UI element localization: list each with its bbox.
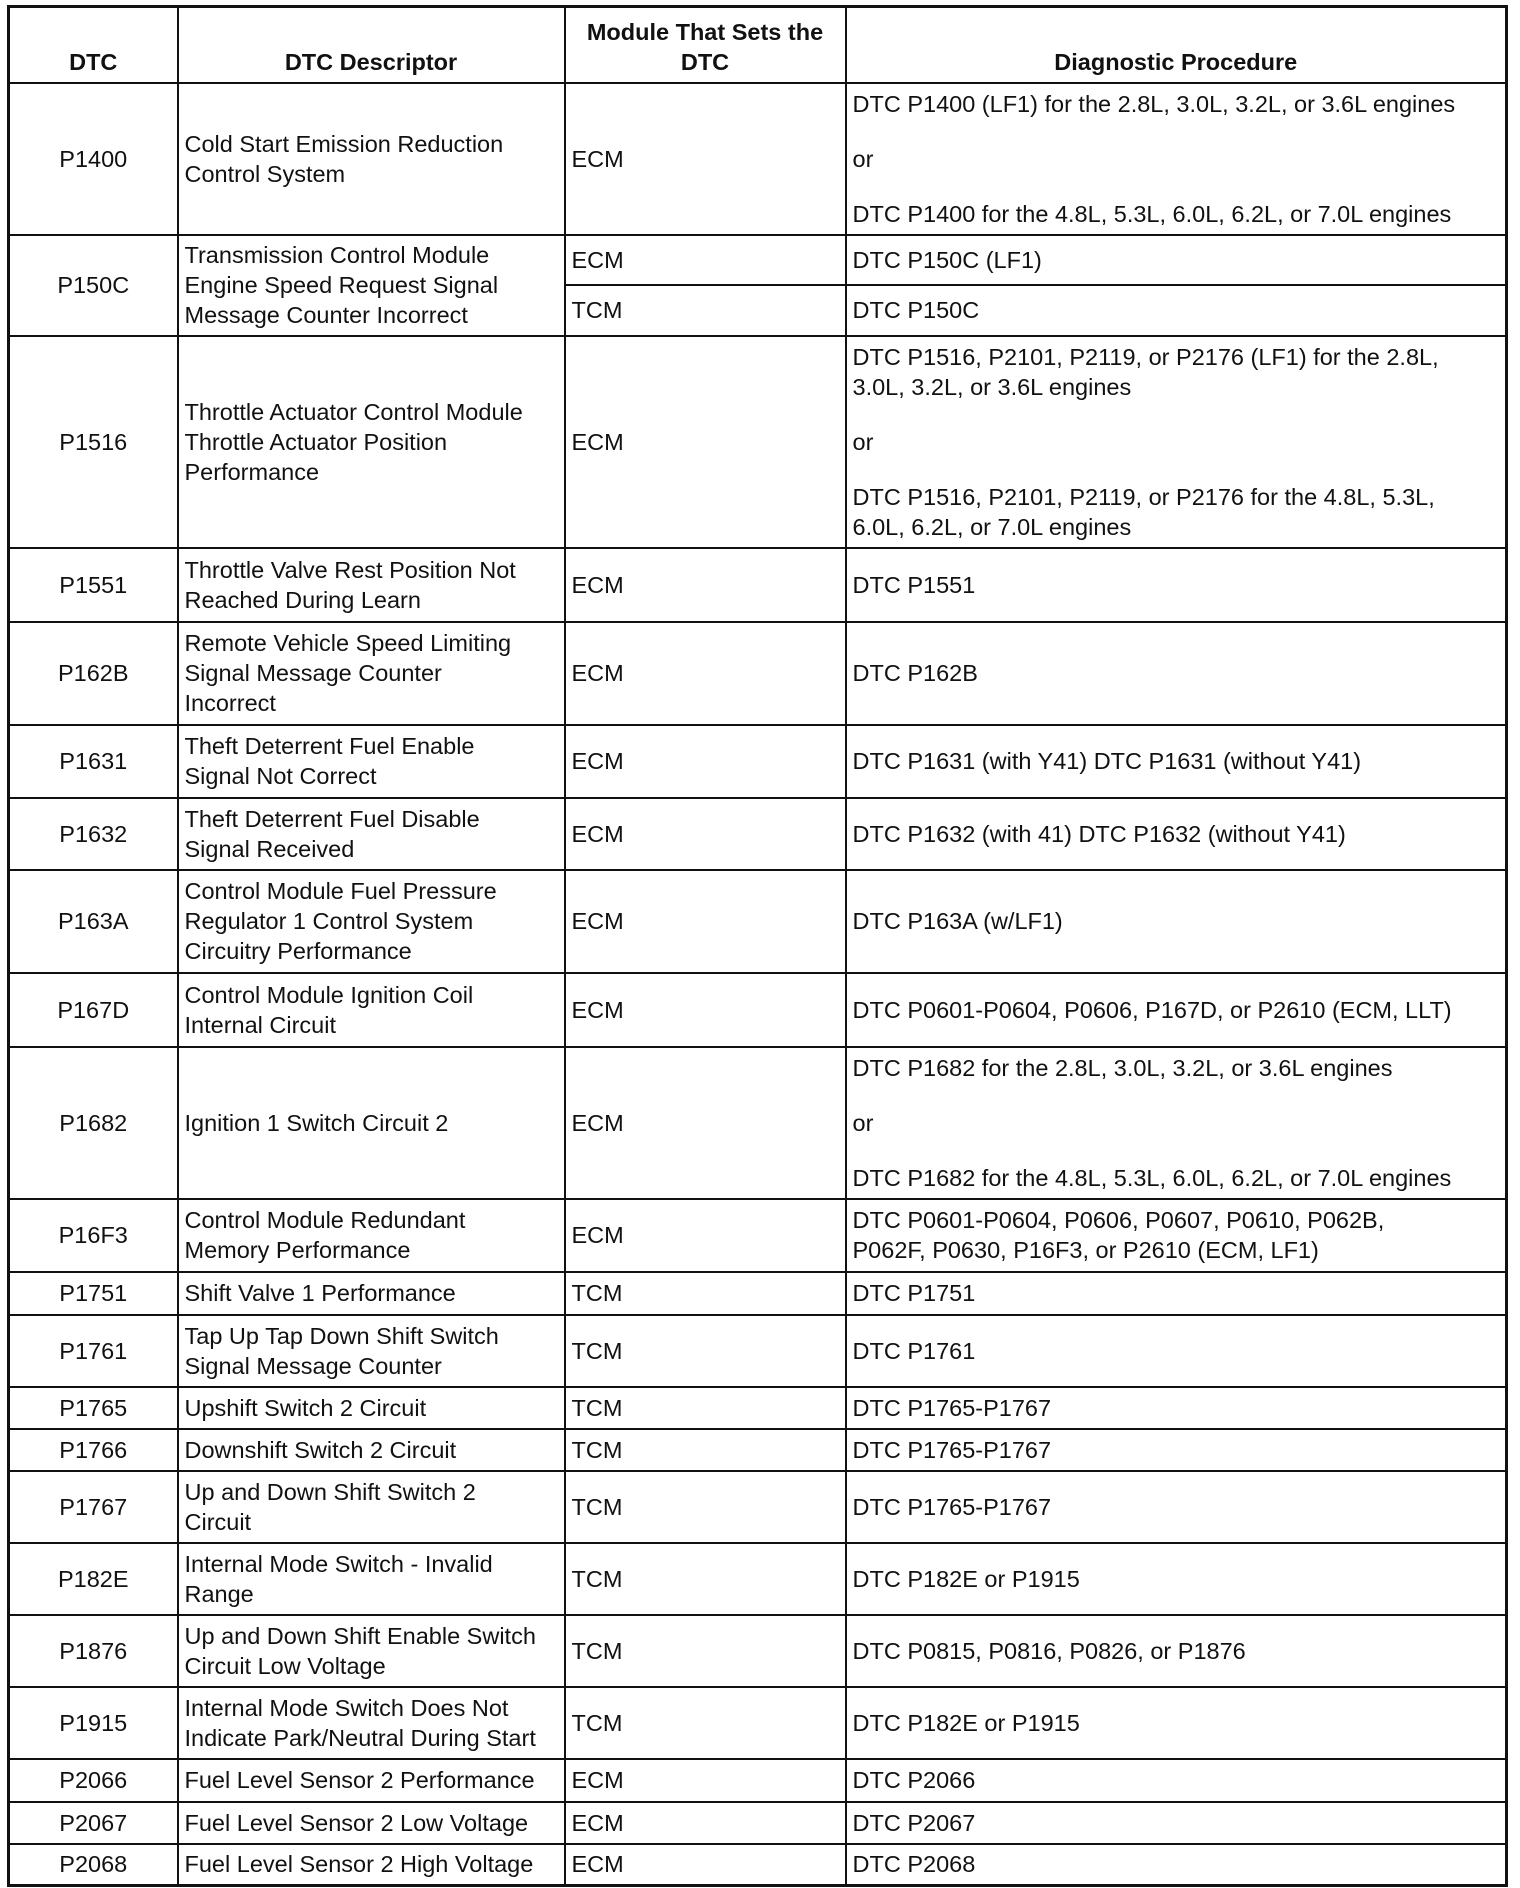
descriptor-line: Control Module Redundant	[184, 1207, 466, 1233]
table-row	[9, 1471, 1507, 1543]
module-cell: TCM	[565, 1315, 846, 1387]
descriptor-line: Circuit	[184, 1508, 252, 1535]
procedure-line: or	[852, 1109, 874, 1136]
procedure-cell	[846, 1272, 1507, 1315]
dtc-code: P1767	[9, 1471, 178, 1543]
table-row	[9, 548, 1507, 622]
descriptor-line: Signal Message Counter	[184, 1352, 442, 1379]
dtc-descriptor	[178, 1802, 565, 1844]
dtc-code: P1765	[9, 1387, 178, 1429]
dtc-descriptor	[178, 1387, 565, 1429]
procedure-line: DTC P182E or P1915	[852, 1565, 1080, 1592]
dtc-code: P2068	[9, 1844, 178, 1886]
descriptor-line: Fuel Level Sensor 2 Low Voltage	[184, 1809, 529, 1836]
dtc-descriptor	[178, 622, 565, 725]
procedure-cell	[846, 1471, 1507, 1543]
dtc-code: P162B	[9, 622, 178, 725]
dtc-descriptor	[178, 1615, 565, 1687]
procedure-line: DTC P1632 (with 41) DTC P1632 (without Y41)	[852, 820, 1346, 847]
dtc-code: P1876	[9, 1615, 178, 1687]
procedure-line: P062F, P0630, P16F3, or P2610 (ECM, LF1)	[852, 1237, 1319, 1263]
descriptor-line: Signal Not Correct	[184, 763, 377, 789]
dtc-descriptor	[178, 1759, 565, 1802]
procedure-cell	[846, 1844, 1507, 1886]
dtc-descriptor	[178, 973, 565, 1047]
dtc-code: P1915	[9, 1687, 178, 1759]
descriptor-line: Up and Down Shift Switch 2	[184, 1478, 476, 1505]
dtc-descriptor	[178, 1047, 565, 1199]
table-row	[9, 1387, 1507, 1429]
module-cell: TCM	[565, 1687, 846, 1759]
procedure-line: DTC P1631 (with Y41) DTC P1631 (without Y41)	[852, 748, 1362, 774]
table-row	[9, 1615, 1507, 1687]
module-cell: TCM	[565, 285, 846, 336]
module-cell: ECM	[565, 622, 846, 725]
dtc-descriptor	[178, 336, 565, 548]
table-row	[9, 1543, 1507, 1615]
table-row	[9, 1047, 1507, 1199]
dtc-code: P2066	[9, 1759, 178, 1802]
module-cell: ECM	[565, 1844, 846, 1886]
descriptor-line: Circuit Low Voltage	[184, 1652, 386, 1679]
procedure-cell	[846, 973, 1507, 1047]
descriptor-line: Circuitry Performance	[184, 938, 412, 964]
module-cell: ECM	[565, 798, 846, 870]
table-row	[9, 1429, 1507, 1471]
dtc-code: P2067	[9, 1802, 178, 1844]
module-cell: ECM	[565, 336, 846, 548]
procedure-cell	[846, 83, 1507, 235]
table-row	[9, 1315, 1507, 1387]
dtc-descriptor	[178, 83, 565, 235]
table-row	[9, 798, 1507, 870]
dtc-code: P1400	[9, 83, 178, 235]
procedure-line: DTC P182E or P1915	[852, 1709, 1080, 1736]
dtc-descriptor	[178, 870, 565, 973]
header-dtc: DTC	[9, 7, 178, 83]
table-row	[9, 1802, 1507, 1844]
procedure-line: DTC P1765-P1767	[852, 1493, 1052, 1520]
descriptor-line: Internal Mode Switch Does Not	[184, 1694, 509, 1721]
dtc-code: P182E	[9, 1543, 178, 1615]
table-row	[9, 83, 1507, 235]
procedure-line: DTC P2068	[852, 1851, 976, 1878]
module-cell: ECM	[565, 725, 846, 798]
dtc-code: P1682	[9, 1047, 178, 1199]
procedure-cell	[846, 548, 1507, 622]
module-cell: TCM	[565, 1471, 846, 1543]
procedure-line: DTC P1765-P1767	[852, 1436, 1052, 1463]
descriptor-line: Downshift Switch 2 Circuit	[184, 1436, 457, 1463]
procedure-cell	[846, 622, 1507, 725]
module-cell: TCM	[565, 1272, 846, 1315]
descriptor-line: Message Counter Incorrect	[184, 302, 468, 328]
descriptor-line: Tap Up Tap Down Shift Switch	[184, 1322, 499, 1349]
descriptor-line: Upshift Switch 2 Circuit	[184, 1394, 427, 1421]
dtc-code: P1551	[9, 548, 178, 622]
header-module	[565, 7, 846, 83]
descriptor-line: Engine Speed Request Signal	[184, 272, 499, 298]
descriptor-line: Control Module Ignition Coil	[184, 981, 474, 1008]
descriptor-line: Control System	[184, 160, 346, 187]
header-module-line: DTC	[680, 48, 730, 75]
dtc-code: P16F3	[9, 1199, 178, 1272]
dtc-descriptor	[178, 725, 565, 798]
table-row	[9, 725, 1507, 798]
dtc-descriptor	[178, 1687, 565, 1759]
procedure-cell: DTC P150C (LF1)	[846, 235, 1507, 285]
procedure-line: DTC P0601-P0604, P0606, P167D, or P2610 (ECM, LLT)	[852, 996, 1452, 1023]
dtc-descriptor	[178, 235, 565, 336]
module-cell: ECM	[565, 1199, 846, 1272]
module-cell: ECM	[565, 548, 846, 622]
procedure-line: or	[852, 145, 874, 172]
descriptor-line: Transmission Control Module	[184, 242, 490, 268]
procedure-cell	[846, 1543, 1507, 1615]
table-row	[9, 973, 1507, 1047]
descriptor-line: Control Module Fuel Pressure	[184, 878, 497, 904]
descriptor-line: Memory Performance	[184, 1237, 411, 1263]
descriptor-line: Signal Message Counter	[184, 660, 442, 686]
table-row	[9, 1844, 1507, 1886]
dtc-code: P150C	[9, 235, 178, 336]
dtc-code: P167D	[9, 973, 178, 1047]
table-row	[9, 336, 1507, 548]
descriptor-line: Internal Circuit	[184, 1011, 336, 1038]
procedure-cell	[846, 1315, 1507, 1387]
table-row	[9, 1687, 1507, 1759]
dtc-descriptor	[178, 1315, 565, 1387]
descriptor-line: Internal Mode Switch - Invalid	[184, 1550, 493, 1577]
procedure-line: 3.0L, 3.2L, or 3.6L engines	[852, 373, 1132, 400]
descriptor-line: Throttle Actuator Position	[184, 428, 448, 455]
procedure-line: 6.0L, 6.2L, or 7.0L engines	[852, 513, 1132, 540]
procedure-line: DTC P2066	[852, 1767, 976, 1793]
procedure-line: DTC P2067	[852, 1809, 976, 1836]
procedure-line: DTC P1516, P2101, P2119, or P2176 for the 4.8L, 5.3L,	[852, 483, 1435, 510]
descriptor-line: Range	[184, 1580, 254, 1607]
procedure-cell: DTC P150C	[846, 285, 1507, 336]
descriptor-line: Theft Deterrent Fuel Enable	[184, 733, 475, 759]
module-cell: ECM	[565, 870, 846, 973]
module-cell: ECM	[565, 973, 846, 1047]
module-cell: ECM	[565, 83, 846, 235]
procedure-cell	[846, 1615, 1507, 1687]
procedure-line: DTC P1551	[852, 571, 976, 598]
procedure-line: DTC P1761	[852, 1337, 976, 1364]
procedure-cell	[846, 1429, 1507, 1471]
descriptor-line: Ignition 1 Switch Circuit 2	[184, 1109, 449, 1136]
table-row	[9, 1199, 1507, 1272]
dtc-code: P1516	[9, 336, 178, 548]
procedure-cell	[846, 1802, 1507, 1844]
descriptor-line: Cold Start Emission Reduction	[184, 130, 504, 157]
procedure-line: DTC P1765-P1767	[852, 1394, 1052, 1421]
descriptor-line: Regulator 1 Control System	[184, 908, 474, 934]
procedure-cell	[846, 798, 1507, 870]
procedure-line: DTC P1516, P2101, P2119, or P2176 (LF1) for the 2.8L,	[852, 343, 1439, 370]
dtc-descriptor	[178, 798, 565, 870]
procedure-cell	[846, 1759, 1507, 1802]
procedure-line: DTC P1682 for the 4.8L, 5.3L, 6.0L, 6.2L, or 7.0L engines	[852, 1164, 1452, 1191]
header-descriptor: DTC Descriptor	[178, 7, 565, 83]
descriptor-line: Shift Valve 1 Performance	[184, 1280, 456, 1306]
descriptor-line: Throttle Valve Rest Position Not	[184, 556, 516, 583]
dtc-code: P1766	[9, 1429, 178, 1471]
procedure-cell	[846, 1687, 1507, 1759]
procedure-cell	[846, 1387, 1507, 1429]
table-row	[9, 1759, 1507, 1802]
dtc-code: P163A	[9, 870, 178, 973]
procedure-line: DTC P162B	[852, 660, 978, 686]
procedure-cell	[846, 725, 1507, 798]
dtc-code: P1761	[9, 1315, 178, 1387]
procedure-line: DTC P1400 for the 4.8L, 5.3L, 6.0L, 6.2L, or 7.0L engines	[852, 200, 1452, 227]
module-cell: ECM	[565, 1759, 846, 1802]
procedure-line: DTC P1751	[852, 1280, 976, 1306]
dtc-code: P1632	[9, 798, 178, 870]
table-body	[9, 83, 1507, 1886]
procedure-cell	[846, 336, 1507, 548]
descriptor-line: Incorrect	[184, 690, 276, 716]
procedure-line: DTC P0815, P0816, P0826, or P1876	[852, 1637, 1246, 1664]
header-module-line: Module That Sets the	[586, 18, 824, 45]
dtc-table	[7, 5, 1508, 1887]
table-row	[9, 870, 1507, 973]
descriptor-line: Up and Down Shift Enable Switch	[184, 1622, 536, 1649]
module-cell: ECM	[565, 1802, 846, 1844]
descriptor-line: Throttle Actuator Control Module	[184, 398, 523, 425]
table-row	[9, 1272, 1507, 1315]
dtc-descriptor	[178, 548, 565, 622]
table-row	[9, 622, 1507, 725]
procedure-cell	[846, 1047, 1507, 1199]
module-cell: TCM	[565, 1615, 846, 1687]
procedure-line: DTC P1400 (LF1) for the 2.8L, 3.0L, 3.2L, or 3.6L engines	[852, 90, 1456, 117]
dtc-descriptor	[178, 1272, 565, 1315]
descriptor-line: Theft Deterrent Fuel Disable	[184, 805, 480, 832]
dtc-code: P1751	[9, 1272, 178, 1315]
procedure-line: or	[852, 428, 874, 455]
descriptor-line: Reached During Learn	[184, 586, 421, 613]
dtc-descriptor	[178, 1844, 565, 1886]
descriptor-line: Fuel Level Sensor 2 High Voltage	[184, 1851, 534, 1878]
dtc-code: P1631	[9, 725, 178, 798]
dtc-descriptor	[178, 1199, 565, 1272]
descriptor-line: Indicate Park/Neutral During Start	[184, 1724, 536, 1751]
dtc-descriptor	[178, 1471, 565, 1543]
descriptor-line: Fuel Level Sensor 2 Performance	[184, 1767, 535, 1793]
module-cell: TCM	[565, 1543, 846, 1615]
header-procedure: Diagnostic Procedure	[846, 7, 1507, 83]
module-cell: ECM	[565, 1047, 846, 1199]
procedure-cell	[846, 1199, 1507, 1272]
descriptor-line: Remote Vehicle Speed Limiting	[184, 630, 512, 656]
dtc-descriptor	[178, 1543, 565, 1615]
module-cell: ECM	[565, 235, 846, 285]
module-cell: TCM	[565, 1387, 846, 1429]
dtc-descriptor	[178, 1429, 565, 1471]
procedure-line: DTC P1682 for the 2.8L, 3.0L, 3.2L, or 3.6L engines	[852, 1054, 1393, 1081]
procedure-line: DTC P163A (w/LF1)	[852, 908, 1063, 934]
procedure-line: DTC P0601-P0604, P0606, P0607, P0610, P062B,	[852, 1207, 1385, 1233]
procedure-cell	[846, 870, 1507, 973]
descriptor-line: Signal Received	[184, 835, 355, 862]
descriptor-line: Performance	[184, 458, 320, 485]
header-row	[9, 7, 1507, 83]
table-row	[9, 235, 1507, 285]
module-cell: TCM	[565, 1429, 846, 1471]
